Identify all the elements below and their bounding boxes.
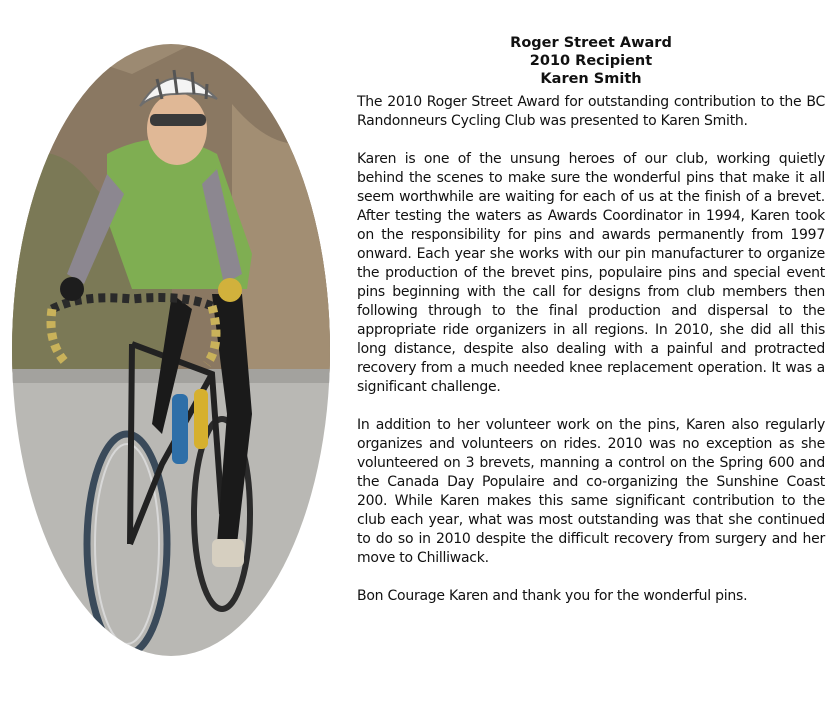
water-bottle — [172, 394, 188, 464]
award-heading — [357, 34, 825, 88]
rider-face — [147, 93, 207, 165]
closing-paragraph: Bon Courage Karen and thank you for the wonderful pins. — [357, 588, 748, 604]
recipient-name: Karen Smith — [540, 71, 642, 87]
contribution-paragraph: Karen is one of the unsung heroes of our club, working quietly behind the scenes to make sure the wonderful pins that make it all seem worthwhile are waiting for each of us at the finish of a brevet. After testing the waters as Awards Coordinator in 1994, Karen took on the responsibility for pins and awards permanently from 1997 onward. Each year she works with our pin manufacturer to organize the production of the brevet pins, populaire pins and special event pins beginning with the call for designs from club members then following through to the final production and dispersal to the appropriate ride organizers in all regions. In 2010, she did all this long distance, despite also dealing with a painful and protracted recovery from a much needed knee replacement operation. It was a significant challenge. — [357, 151, 825, 395]
intro-paragraph: The 2010 Roger Street Award for outstanding contribution to the BC Randonneurs Cycling Club was presented to Karen Smith. — [357, 94, 825, 129]
award-title: Roger Street Award — [510, 35, 672, 51]
award-text-column — [357, 34, 825, 606]
road-surface — [12, 369, 330, 656]
recipient-photo — [12, 44, 330, 656]
cyclist-illustration — [12, 44, 330, 656]
recipient-year: 2010 Recipient — [529, 53, 653, 69]
volunteer-paragraph: In addition to her volunteer work on the pins, Karen also regularly organizes and volunteers on rides. 2010 was no exception as she volunteered on 3 brevets, manning a control on the Spring 600 and the Canada Day Populaire and co-organizing the Sunshine Coast 200. While Karen makes this same significant contribution to the club each year, what was most outstanding was that she continued to do so in 2010 despite the difficult recovery from surgery and her move to Chilliwack. — [357, 417, 825, 566]
